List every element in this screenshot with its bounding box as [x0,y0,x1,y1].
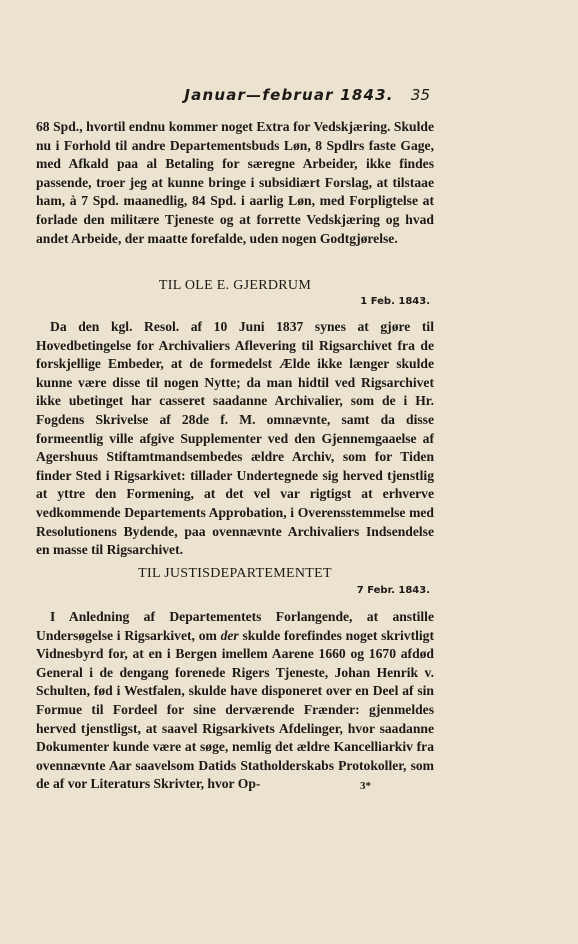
continuation-text: 68 Spd., hvortil endnu kommer noget Extra for Vedskjæring. Skulde nu i Forhold til andre Departementsbuds Løn, 8 Spdlrs faste Gage, med Afkald paa al Betaling for særegne Arbeider, ikke findes passende, troer jeg at kunne bringe i subsidiært Forslag, at tilstaae ham, à 7 Spd. maanedlig, 84 Spd. i aarlig Løn, med Forpligtelse at forlade den militære Tjeneste og at forrette Vedskjæring og hvad andet Arbeide, der maatte forefalde, uden nogen Godtgjørelse. [36,119,434,246]
letter2-text-before: I Anledning af Departementets Forlangende, at anstille Undersøgelse i Rigsarkivet, om [36,609,434,643]
page-number: 35 [410,86,430,104]
letter2-date: 7 Febr. 1843. [356,585,430,596]
letter1-body [36,318,434,560]
letter2-text-after: skulde forefindes noget skrivtligt Vidnesbyrd for, at en i Bergen imellem Aarene 1660 og 1670 afdød General i de dengang forenede Rigers Tjeneste, Johan Henrik v. Schulten, fød i Westfalen, skulde have disponeret over en Deel af sin Formue til Fordeel for sine derværende Frænder: gjenmeldes herved tjenstligst, at saavel Rigsarkivets Afdelinger, hvor saadanne Dokumenter kunde være at søge, nemlig det ældre Kancelliarkiv fra ovennævnte Aar saavelsom Datids Statholderskabs Protokoller, som de af vor Literaturs Skrivter, hvor Op- [36,627,434,792]
running-title: Januar—februar 1843. [184,86,394,104]
letter1-text: Da den kgl. Resol. af 10 Juni 1837 synes at gjøre til Hovedbetingelse for Archivaliers Aflevering til Rigsarchivet fra de forskjellige Embeder, at de formedelst Ælde ikke længer skulde kunne være disse til nogen Nytte; da man hidtil ved Rigsarchivet ikke ubetinget har casseret saadanne Archivalier, som de i Hr. Fogdens Skrivelse af 28de f. M. omnævnte, samt da disse formeentlig ville afgive Supplementer ved den Gjennemgaaelse af Agershuus Stiftamtmandsembedes ældre Archiv, som for Tiden finder Sted i Rigsarkivet: tillader Undertegnede sig herved tjenstlig at yttre den Formening, at det vel var rigtigst at erhverve vedkommende Departements Approbation, i Overensstemmelse med Resolutionens Bydende, paa ovennævnte Archivaliers Indsendelse en masse til Rigsarchivet. [36,319,434,558]
letter1-heading: TIL OLE E. GJERDRUM [158,278,312,293]
letter2-heading: TIL JUSTISDEPARTEMENTET [138,566,332,581]
signature-mark: 3* [360,780,371,792]
letter2-text-italic: der [220,627,239,643]
continuation-paragraph [36,118,434,248]
letter1-date: 1 Feb. 1843. [360,296,430,307]
letter2-text [36,608,434,794]
page-header [0,86,578,108]
letter2-body [36,608,434,794]
